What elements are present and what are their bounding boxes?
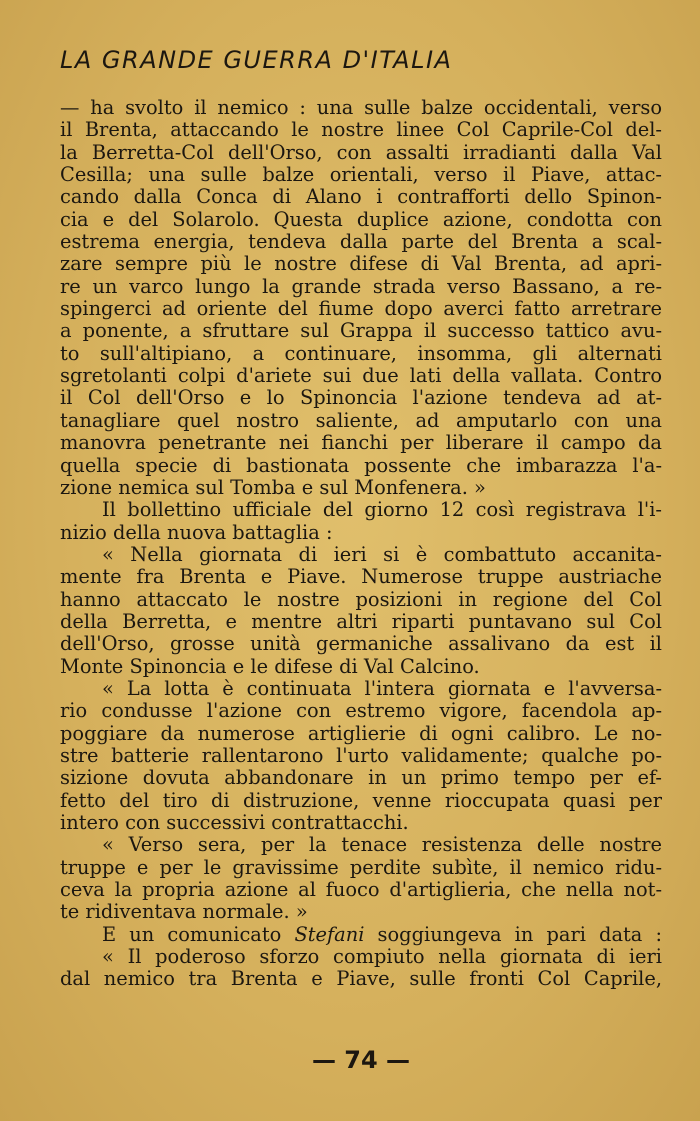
text-line: rio condusse l'azione con estremo vigore, facendola ap- xyxy=(60,700,662,723)
text-line: cando dalla Conca di Alano i contrafforti dello Spinon- xyxy=(60,186,662,209)
text-line: nizio della nuova battaglia : xyxy=(60,521,333,544)
text-line: poggiare da numerose artiglierie di ogni calibro. Le no- xyxy=(60,722,662,745)
page-number: — 74 — xyxy=(311,1046,411,1074)
text-line: ceva la propria azione al fuoco d'artiglieria, che nella not- xyxy=(60,879,662,902)
text-line: te ridiventava normale. » xyxy=(60,901,308,924)
text-line: dal nemico tra Brenta e Piave, sulle fronti Col Caprile, xyxy=(60,968,662,991)
text-line: hanno attaccato le nostre posizioni in regione del Col xyxy=(60,588,662,611)
text-line: stre batterie rallentarono l'urto validamente; qualche po- xyxy=(60,744,662,767)
text-line: re un varco lungo la grande strada verso Bassano, a re- xyxy=(60,275,662,298)
text-line: il Col dell'Orso e lo Spinoncia l'azione tendeva ad at- xyxy=(60,387,662,410)
text-run: E un comunicato xyxy=(102,923,295,946)
text-line: la Berretta-Col dell'Orso, con assalti irradianti dalla Val xyxy=(60,141,662,164)
text-line: quella specie di bastionata possente che imbarazza l'a- xyxy=(60,454,662,477)
text-line: manovra penetrante nei fianchi per liberare il campo da xyxy=(60,432,662,455)
text-line: spingerci ad oriente del fiume dopo averci fatto arretrare xyxy=(60,298,662,321)
text-line: fetto del tiro di distruzione, venne rioccupata quasi per xyxy=(60,789,662,812)
text-line: estrema energia, tendeva dalla parte del Brenta a scal- xyxy=(60,231,662,254)
text-line: sgretolanti colpi d'ariete sui due lati della vallata. Contro xyxy=(60,365,662,388)
text-line xyxy=(60,924,662,946)
text-line: il Brenta, attaccando le nostre linee Col Caprile-Col del- xyxy=(60,119,662,142)
text-line: dell'Orso, grosse unità germaniche assalivano da est il xyxy=(60,633,662,656)
text-line: tanagliare quel nostro saliente, ad amputarlo con una xyxy=(60,409,662,432)
text-line: della Berretta, e mentre altri riparti puntavano sul Col xyxy=(60,610,662,633)
page-body-text xyxy=(60,97,662,991)
text-line: « Nella giornata di ieri si è combattuto accanita- xyxy=(102,543,662,566)
text-line: mente fra Brenta e Piave. Numerose truppe austriache xyxy=(60,566,662,589)
text-line: sizione dovuta abbandonare in un primo tempo per ef- xyxy=(60,767,662,790)
text-line: zare sempre più le nostre difese di Val Brenta, ad apri- xyxy=(60,253,662,276)
text-line: cia e del Solarolo. Questa duplice azione, condotta con xyxy=(60,208,662,231)
text-line: intero con successivi contrattacchi. xyxy=(60,812,409,834)
text-line: « La lotta è continuata l'intera giornata e l'avversa- xyxy=(102,677,662,700)
text-line: zione nemica sul Tomba e sul Monfenera. » xyxy=(60,476,486,499)
text-line: a ponente, a sfruttare sul Grappa il successo tattico avu- xyxy=(60,320,662,343)
text-line: to sull'altipiano, a continuare, insomma, gli alternati xyxy=(60,342,662,365)
text-line: « Verso sera, per la tenace resistenza delle nostre xyxy=(102,834,662,857)
italic-run: Stefani xyxy=(294,923,365,946)
running-head: LA GRANDE GUERRA D'ITALIA xyxy=(60,46,453,74)
text-run: soggiungeva in pari data : xyxy=(364,923,662,946)
text-line: Cesilla; una sulle balze orientali, verso il Piave, attac- xyxy=(60,164,662,187)
text-line: Il bollettino ufficiale del giorno 12 così registrava l'i- xyxy=(102,499,662,522)
text-line: — ha svolto il nemico : una sulle balze occidentali, verso xyxy=(60,97,662,119)
text-line: Monte Spinoncia e le difese di Val Calcino. xyxy=(60,655,480,678)
text-line: truppe e per le gravissime perdite subìte, il nemico ridu- xyxy=(60,856,662,879)
text-line: « Il poderoso sforzo compiuto nella giornata di ieri xyxy=(102,946,662,969)
